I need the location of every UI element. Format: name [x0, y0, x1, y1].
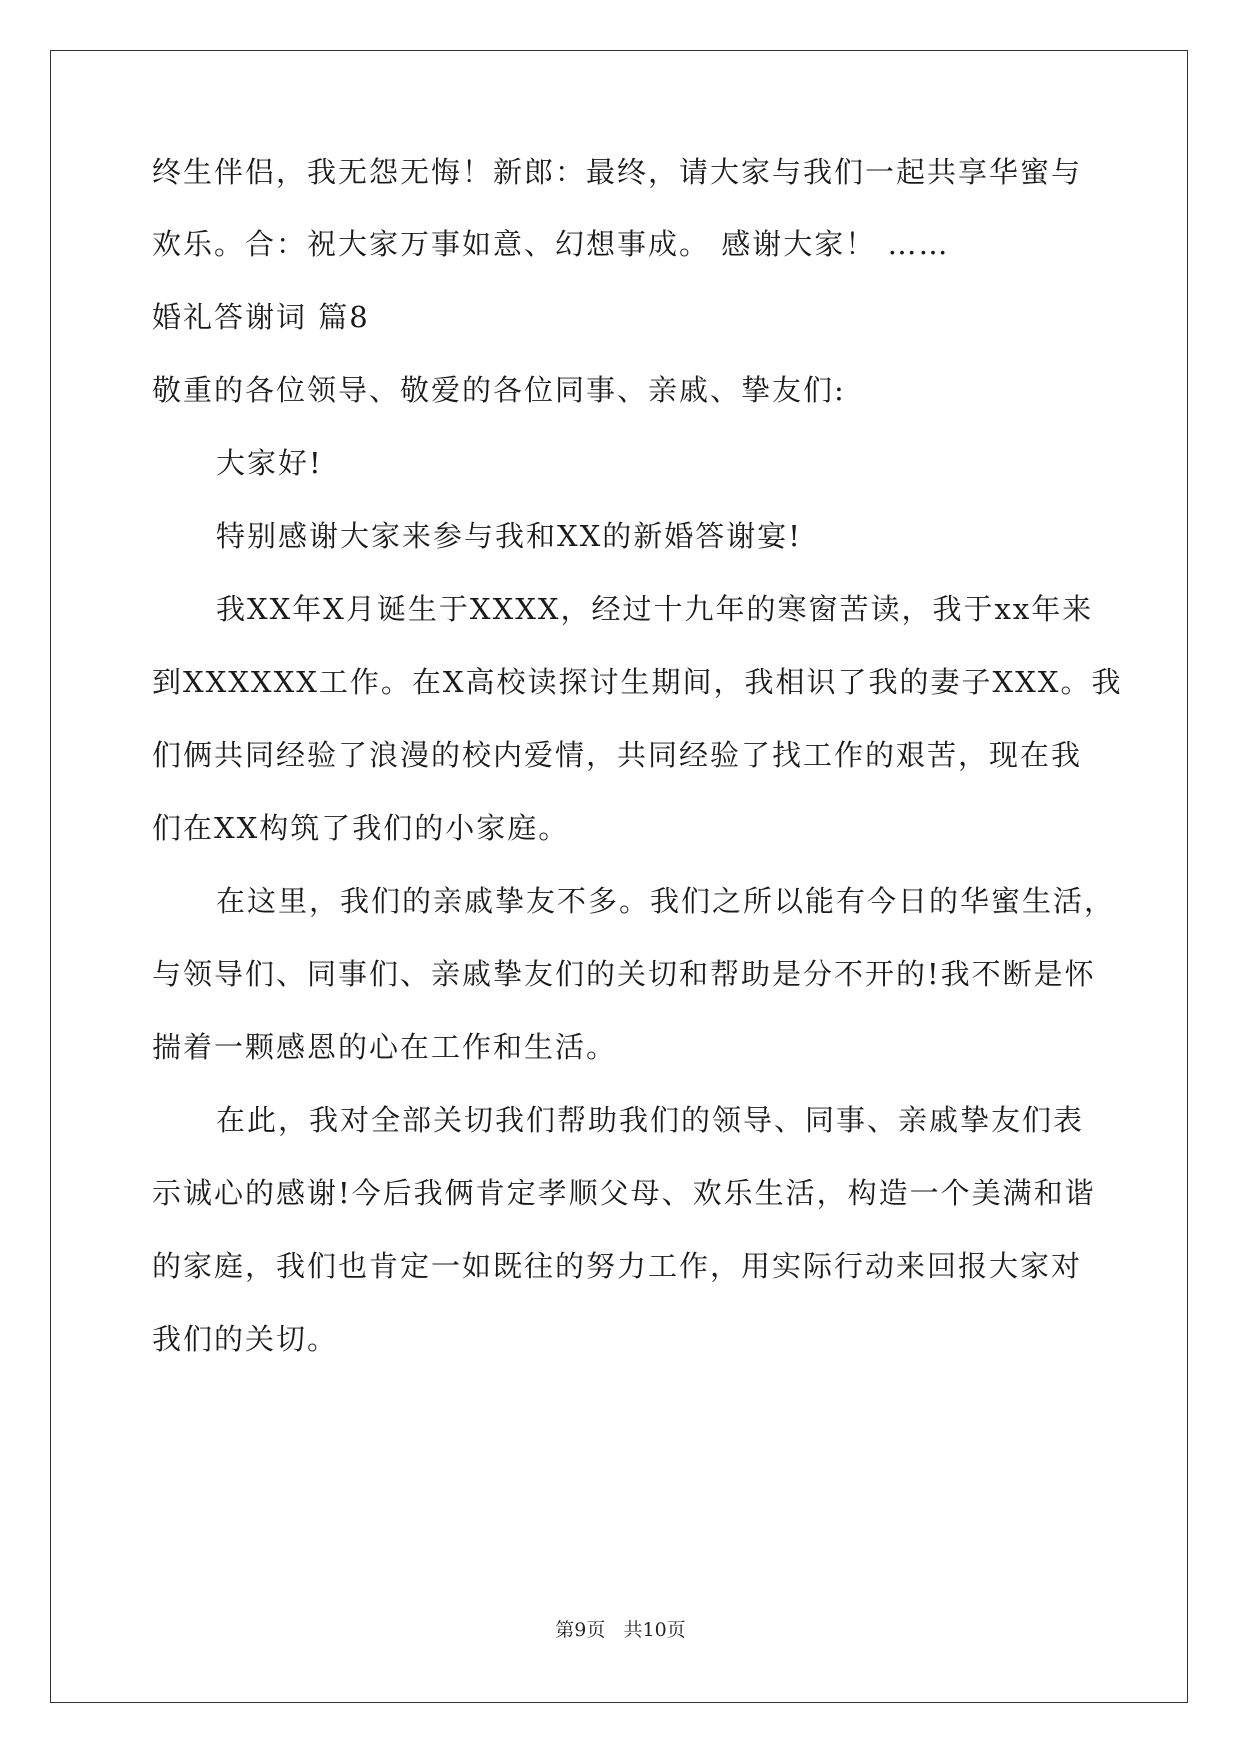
- text-line: 揣着一颗感恩的心在工作和生活。: [152, 1030, 618, 1064]
- text-line: 欢乐。合：祝大家万事如意、幻想事成。 感谢大家！ ……: [152, 227, 950, 261]
- text-line: 到XXXXXX工作。在X高校读探讨生期间，我相识了我的妻子XXX。我: [152, 665, 1123, 699]
- text-line: 我XX年X月诞生于XXXX，经过十九年的寒窗苦读，我于xx年来: [216, 592, 1094, 626]
- text-line: 我们的关切。: [152, 1322, 339, 1356]
- page-number-footer: 第9页 共10页: [555, 1619, 686, 1641]
- section-heading: 婚礼答谢词 篇8: [152, 300, 370, 334]
- text-line: 们在XX构筑了我们的小家庭。: [152, 811, 570, 845]
- text-line: 示诚心的感谢!今后我俩肯定孝顺父母、欢乐生活，构造一个美满和谐: [152, 1176, 1096, 1210]
- text-line: 终生伴侣，我无怨无悔！新郎：最终，请大家与我们一起共享华蜜与: [152, 155, 1083, 189]
- greeting: 大家好!: [216, 446, 323, 480]
- text-line: 特别感谢大家来参与我和XX的新婚答谢宴!: [216, 519, 802, 553]
- text-line: 与领导们、同事们、亲戚挚友们的关切和帮助是分不开的!我不断是怀: [152, 957, 1096, 991]
- text-line: 的家庭，我们也肯定一如既往的努力工作，用实际行动来回报大家对: [152, 1249, 1083, 1283]
- salutation: 敬重的各位领导、敬爱的各位同事、亲戚、挚友们:: [152, 373, 846, 407]
- text-line: 在这里，我们的亲戚挚友不多。我们之所以能有今日的华蜜生活，: [216, 884, 1116, 918]
- text-line: 们俩共同经验了浪漫的校内爱情，共同经验了找工作的艰苦，现在我: [152, 738, 1083, 772]
- text-line: 在此，我对全部关切我们帮助我们的领导、同事、亲戚挚友们表: [216, 1103, 1085, 1137]
